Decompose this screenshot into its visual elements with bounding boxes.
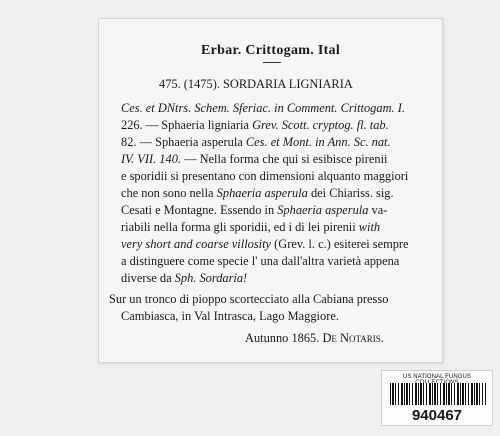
label-line-9: very short and coarse villosity (Grev. l. c.) esiterei sempre bbox=[121, 237, 409, 251]
label-line-3: 82. — Sphaeria asperula Ces. et Mont. in Ann. Sc. nat. bbox=[121, 135, 391, 149]
label-line-10: a distinguere come specie l' una dall'altra varietà appena bbox=[121, 254, 400, 268]
collector-date-line: Autunno 1865. De Notaris. bbox=[245, 331, 384, 345]
institution-name: US NATIONAL FUNGUS bbox=[402, 374, 472, 380]
label-line-2: 226. — Sphaeria ligniaria Grev. Scott. cryptog. fl. tab. bbox=[121, 118, 389, 132]
label-header: Erbar. Crittogam. Ital bbox=[200, 43, 341, 58]
label-line-6: che non sono nella Sphaeria asperula dei Chiariss. sig. bbox=[121, 186, 394, 200]
label-line-7: Cesati e Montagne. Essendo in Sphaeria asperula va- bbox=[121, 203, 388, 217]
catalog-number: 940467 bbox=[411, 407, 463, 424]
collection-barcode-stamp bbox=[381, 370, 493, 426]
barcode-graphic bbox=[390, 383, 486, 405]
header-divider bbox=[263, 62, 281, 63]
label-line-5: e sporidii si presentano con dimensioni alquanto maggiori bbox=[121, 169, 409, 183]
herbarium-label bbox=[98, 18, 443, 363]
label-line-8: riabili nella forma gli sporidii, ed i di lei pirenii with bbox=[121, 220, 381, 234]
label-line-4: IV. VII. 140. — Nella forma che qui si esibisce pirenii bbox=[121, 152, 388, 166]
label-line-11: diverse da Sph. Sordaria! bbox=[121, 271, 248, 285]
locality-line-1: Sur un tronco di pioppo scortecciato alla Cabiana presso bbox=[109, 292, 389, 306]
specimen-title: 475. (1475). SORDARIA LIGNIARIA bbox=[159, 77, 353, 91]
locality-line-2: Cambiasca, in Val Intrasca, Lago Maggiore. bbox=[121, 309, 339, 323]
label-line-1: Ces. et DNtrs. Schem. Sferiac. in Comment. Crittogam. I. bbox=[121, 101, 405, 115]
